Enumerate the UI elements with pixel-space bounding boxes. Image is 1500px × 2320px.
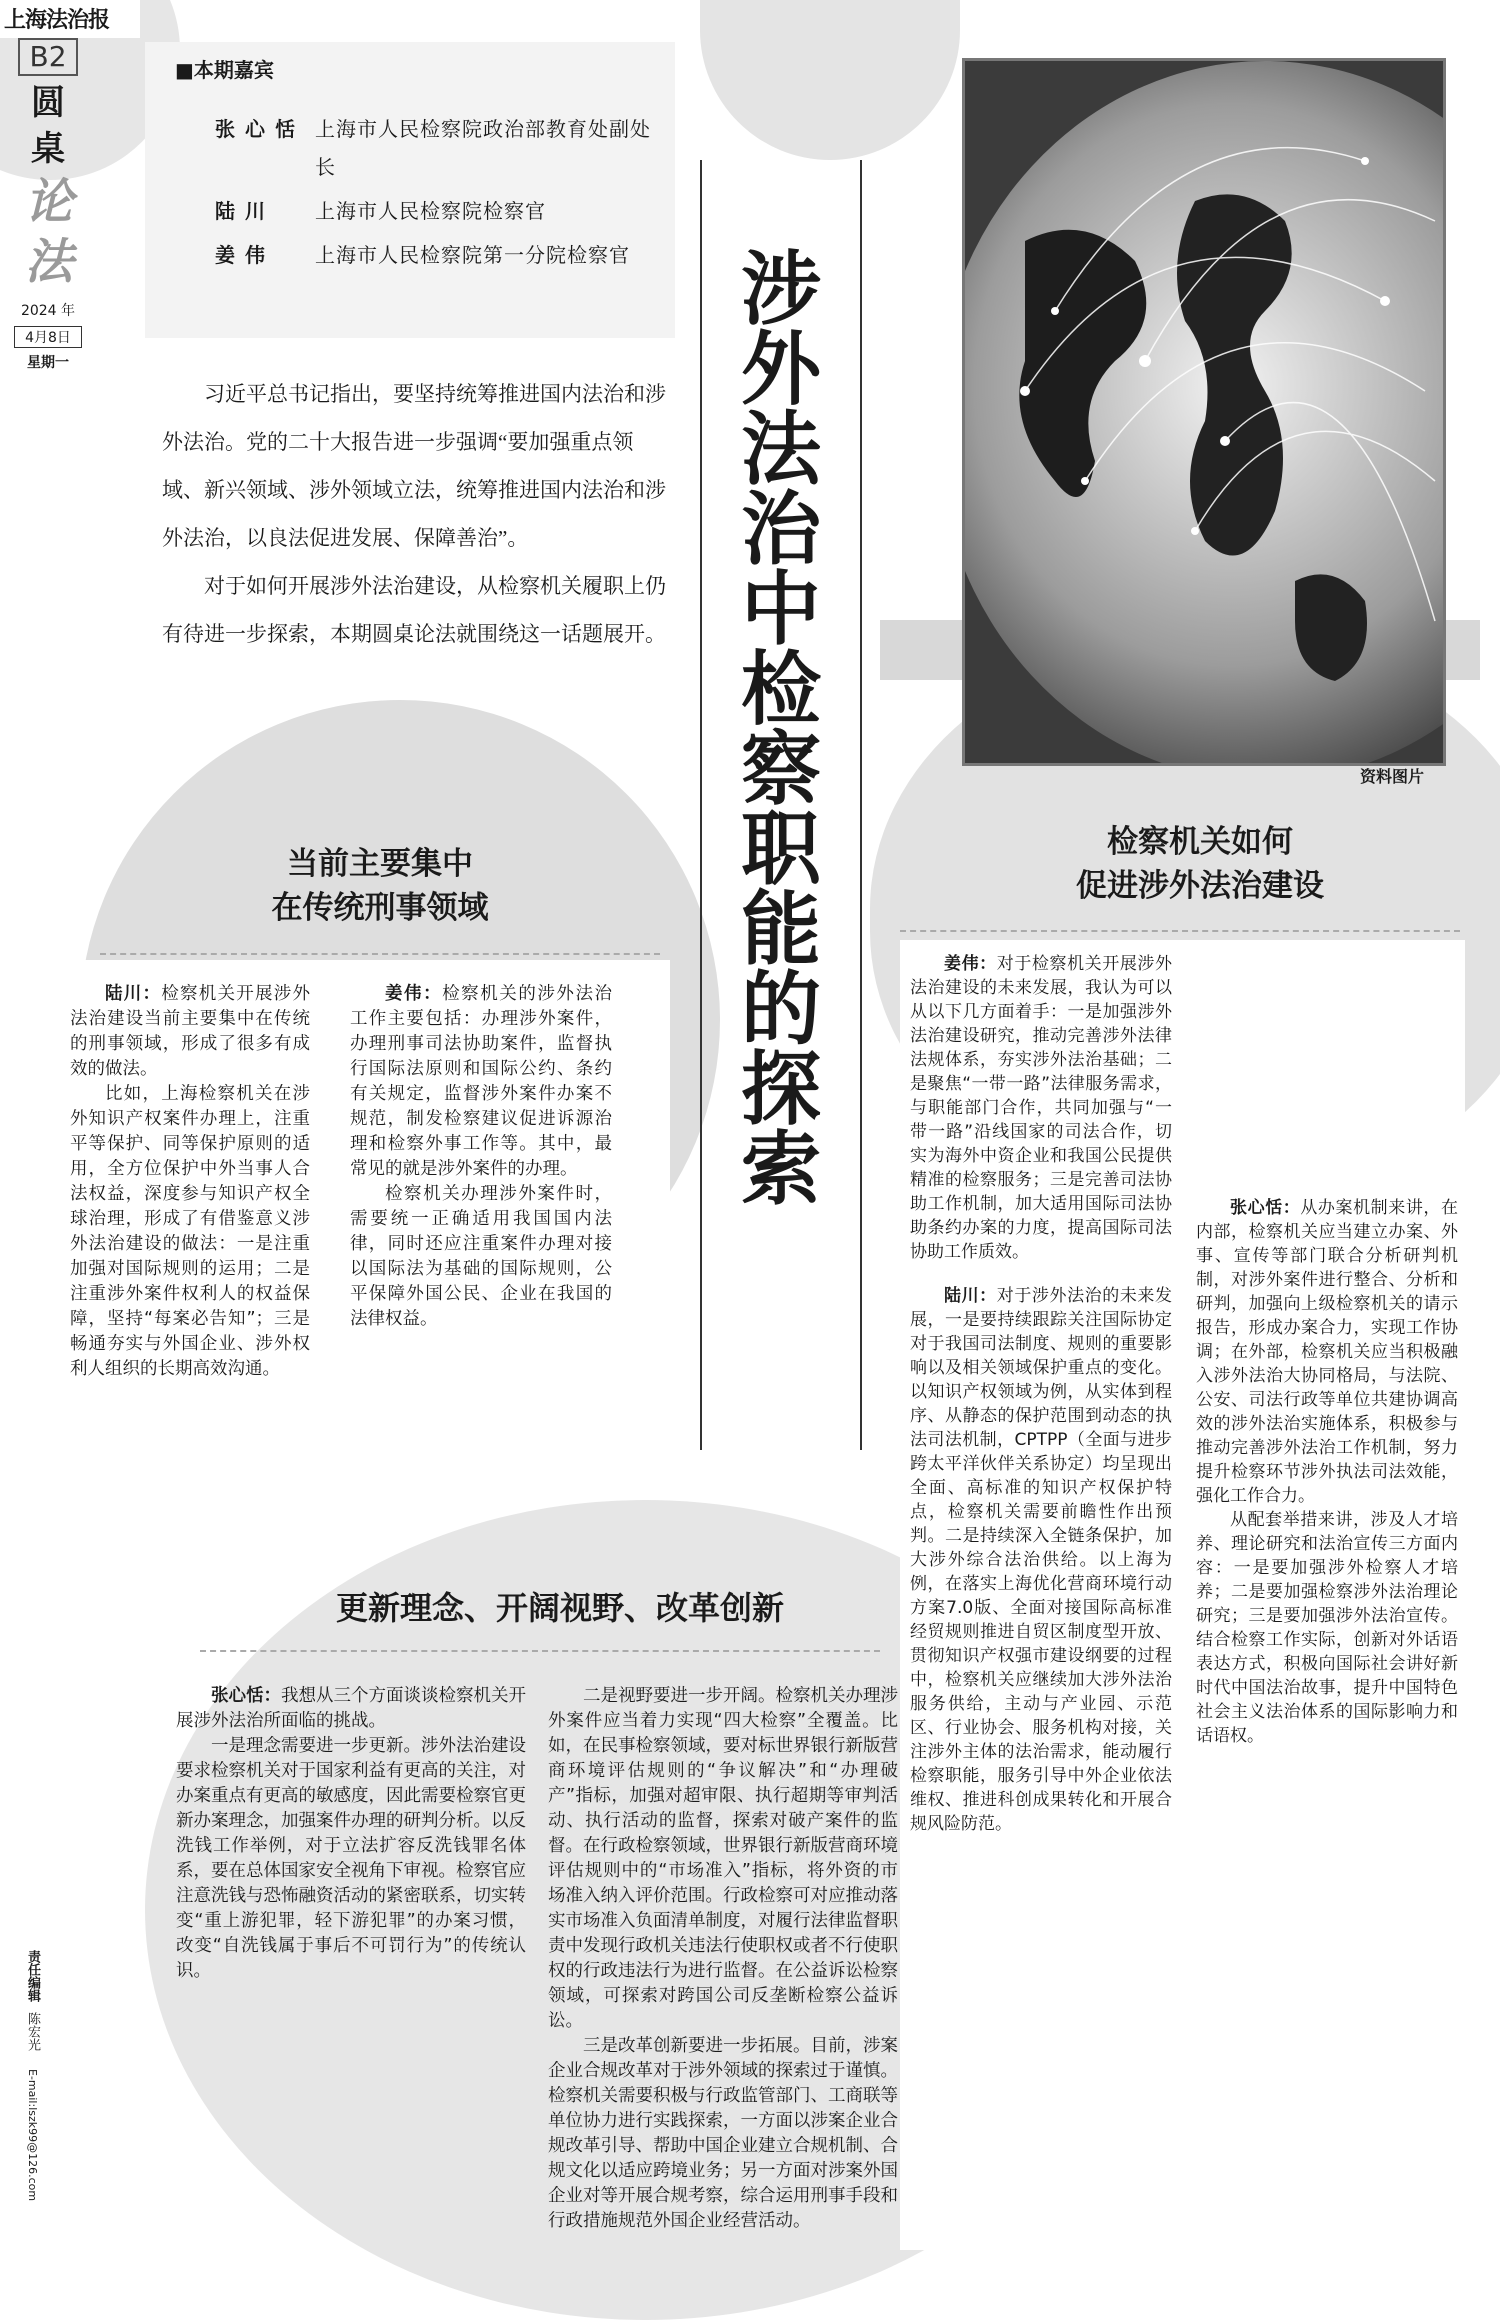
section1-title-line: 当前主要集中 bbox=[287, 846, 473, 882]
paragraph-text: 对于涉外法治的未来发展，一是要持续跟踪关注国际协定对于我国司法制度、规则的重要影响以及相关领域保护重点的变化。以知识产权领域为例，从实体到程序、从静态的保护范围到动态的执法司法机制，CPTPP（全面与进步跨太平洋伙伴关系协定）均呈现出全面、高标准的知识产权保护特点，检察机关需要前瞻性作出预判。二是持续深入全链条保护，加大涉外综合法治供给。以上海为例，在落实上海优化营商环境行动方案7.0版、全面对接国际高标准经贸规则推进自贸区制度型开放、贯彻知识产权强市建设纲要的过程中，检察机关应继续加大涉外法治服务供给，主动与产业园、示范区、行业协会、服务机构对接，关注涉外主体的法治需求，能动履行检察职能，服务引导中外企业依法维权、推进科创成果转化和开展合规风险防范。 bbox=[910, 1286, 1172, 1834]
guest-box bbox=[145, 42, 675, 338]
globe-illustration bbox=[965, 61, 1443, 763]
speaker-name: 姜伟： bbox=[385, 984, 443, 1004]
section1-divider bbox=[100, 953, 660, 955]
editor-credit bbox=[2, 1950, 42, 2240]
intro-paragraph: 习近平总书记指出，要坚持统筹推进国内法治和涉外法治。党的二十大报告进一步强调“要加强重点领域、新兴领域、涉外领域立法，统筹推进国内法治和涉外法治，以良法促进发展、保障善治”。 bbox=[162, 382, 666, 550]
section2-col2 bbox=[548, 1684, 898, 2234]
publish-year: 2024 年 bbox=[20, 303, 76, 319]
paragraph-text: 检察机关的涉外法治工作主要包括：办理涉外案件，办理刑事司法协助案件，监督执行国际法原则和国际公约、条约有关规定，监督涉外案件办案不规范，制发检察建议促进诉源治理和检察外事工作等。其中，最常见的就是涉外案件的办理。 bbox=[350, 984, 613, 1179]
page-number: B2 bbox=[18, 38, 78, 76]
speaker-name: 张心恬： bbox=[211, 1686, 281, 1706]
section2-paragraph bbox=[176, 1684, 526, 1734]
headline-rule-left bbox=[700, 160, 702, 1450]
editor-name: 陈宏光 bbox=[25, 2012, 40, 2052]
speaker-name: 姜伟： bbox=[944, 954, 997, 974]
publish-weekday: 星期一 bbox=[27, 355, 69, 371]
headline: 涉外法治中检察职能的探索 bbox=[741, 243, 821, 1216]
guest-role: 上海市人民检察院第一分院检察官 bbox=[315, 243, 630, 267]
section2-paragraph bbox=[548, 2034, 898, 2234]
section3-title-line: 促进涉外法治建设 bbox=[1076, 868, 1324, 904]
paragraph-text: 检察机关办理涉外案件时，需要统一正确适用我国国内法律，同时还应注重案件办理对接以国际法为基础的国际规则，公平保障外国公民、企业在我国的法律权益。 bbox=[350, 1184, 612, 1329]
guest-item bbox=[215, 236, 655, 274]
intro-text bbox=[162, 370, 670, 658]
section1-col1 bbox=[70, 982, 310, 1382]
section2-paragraph bbox=[548, 1684, 898, 2034]
editor-label: 责任编辑 bbox=[25, 1950, 40, 2002]
masthead bbox=[0, 0, 140, 38]
section3-col2 bbox=[1196, 1196, 1458, 1748]
paragraph-text: 检察机关开展涉外法治建设当前主要集中在传统的刑事领域，形成了很多有成效的做法。 bbox=[70, 984, 310, 1079]
section1-paragraph bbox=[70, 982, 310, 1082]
guest-name: 张心恬 bbox=[215, 117, 305, 141]
paragraph-text: 二是视野要进一步开阔。检察机关办理涉外案件应当着力实现“四大检察”全覆盖。比如，在民事检察领域，要对标世界银行新版营商环境评估规则的“争议解决”和“办理破产”指标，加强对超审限、执行超期等审判活动、执行活动的监督，探索对破产案件的监督。在行政检察领域，世界银行新版营商环境评估规则中的“市场准入”指标，将外资的市场准入纳入评价范围。行政检察可对应推动落实市场准入负面清单制度，对履行法律监督职责中发现行政机关违法行使职权或者不行使职权的行政违法行为进行监督。在公益诉讼检察领域，可探索对跨国公司反垄断检察公益诉讼。 bbox=[548, 1686, 898, 2031]
section2-title: 更新理念、开阔视野、改革创新 bbox=[335, 1589, 784, 1627]
section3-title-line: 检察机关如何 bbox=[1107, 824, 1293, 860]
section1-title bbox=[180, 842, 580, 930]
column-name-char-1: 圆 bbox=[31, 83, 65, 123]
guest-item bbox=[215, 110, 655, 186]
guest-box-header: ■本期嘉宾 bbox=[175, 58, 274, 82]
column-name-char-2: 桌 bbox=[31, 129, 65, 169]
section2-paragraph bbox=[176, 1734, 526, 1984]
paragraph-text: 比如，上海检察机关在涉外知识产权案件办理上，注重平等保护、同等保护原则的适用，全方位保护中外当事人合法权益，深度参与知识产权全球治理，形成了有借鉴意义涉外法治建设的做法：一是注重加强对国际规则的运用；二是注重涉外案件权利人的权益保障，坚持“每案必告知”；三是畅通夯实与外国企业、涉外权利人组织的长期高效沟通。 bbox=[70, 1084, 310, 1379]
section3-paragraph bbox=[1196, 1196, 1458, 1508]
editor-email: E-mail:lszk99@126.com bbox=[26, 2069, 39, 2202]
speaker-name: 陆川： bbox=[105, 984, 162, 1004]
headline-rule-right bbox=[860, 160, 862, 1450]
section1-paragraph bbox=[70, 1082, 310, 1382]
column-name bbox=[18, 80, 78, 172]
section3-divider bbox=[900, 930, 1460, 932]
publish-date: 4月8日 bbox=[14, 326, 82, 348]
guest-role: 上海市人民检察院政治部教育处副处长 bbox=[315, 117, 651, 179]
section2-divider bbox=[200, 1650, 880, 1652]
guest-name: 姜伟 bbox=[215, 243, 275, 267]
section3-paragraph bbox=[910, 1284, 1172, 1836]
section1-paragraph bbox=[350, 982, 612, 1182]
column-subname bbox=[14, 172, 84, 292]
masthead-title: 上海法治报 bbox=[4, 7, 110, 33]
background-band-top bbox=[700, 0, 960, 160]
paragraph-text: 从配套举措来讲，涉及人才培养、理论研究和法治宣传三方面内容：一是要加强涉外检察人才培养；二是要加强检察涉外法治理论研究；三是要加强涉外法治宣传。结合检察工作实际，创新对外话语表达方式，积极向国际社会讲好新时代中国法治故事，提升中国特色社会主义法治体系的国际影响力和话语权。 bbox=[1196, 1510, 1458, 1746]
guest-item bbox=[215, 192, 655, 230]
section3-col1 bbox=[910, 952, 1172, 1836]
section2-col1 bbox=[176, 1684, 526, 1984]
guest-name: 陆川 bbox=[215, 199, 275, 223]
paragraph-text: 三是改革创新要进一步拓展。目前，涉案企业合规改革对于涉外领域的探索过于谨慎。检察机关需要积极与行政监管部门、工商联等单位协力进行实践探索，一方面以涉案企业合规改革引导、帮助中国企业建立合规机制、合规文化以适应跨境业务；另一方面对涉案外国企业对等开展合规考察，综合运用刑事手段和行政措施规范外国企业经营活动。 bbox=[548, 2036, 898, 2231]
section1-col2 bbox=[350, 982, 612, 1332]
section3-title bbox=[1000, 820, 1400, 908]
intro-paragraph: 对于如何开展涉外法治建设，从检察机关履职上仍有待进一步探索，本期圆桌论法就围绕这一话题展开。 bbox=[162, 574, 666, 646]
column-subname-char-2: 法 bbox=[24, 234, 73, 290]
section3-paragraph bbox=[1196, 1508, 1458, 1748]
column-subname-char-1: 论 bbox=[24, 174, 73, 230]
section1-title-line: 在传统刑事领域 bbox=[271, 890, 489, 926]
paragraph-text: 一是理念需要进一步更新。涉外法治建设要求检察机关对于国家利益有更高的关注，对办案重点有更高的敏感度，因此需要检察官更新办案理念，加强案件办理的研判分析。以反洗钱工作举例，对于立法扩容反洗钱罪名体系，要在总体国家安全视角下审视。检察官应注意洗钱与恐怖融资活动的紧密联系，切实转变“重上游犯罪，轻下游犯罪”的办案习惯，改变“自洗钱属于事后不可罚行为”的传统认识。 bbox=[176, 1736, 526, 1981]
photo-caption: 资料图片 bbox=[1360, 767, 1425, 786]
section1-paragraph bbox=[350, 1182, 612, 1332]
paragraph-text: 我想从三个方面谈谈检察机关开展涉外法治所面临的挑战。 bbox=[176, 1686, 526, 1731]
paragraph-text: 从办案机制来讲，在内部，检察机关应当建立办案、外事、宣传等部门联合分析研判机制，对涉外案件进行整合、分析和研判，加强向上级检察机关的请示报告，形成办案合力，实现工作协调；在外部，检察机关应当积极融入涉外法治大协同格局，与法院、公安、司法行政等单位共建协调高效的涉外法治实施体系，积极参与推动完善涉外法治工作机制，努力提升检察环节涉外执法司法效能，强化工作合力。 bbox=[1196, 1198, 1459, 1506]
speaker-name: 张心恬： bbox=[1230, 1198, 1301, 1218]
paragraph-text: 对于检察机关开展涉外法治建设的未来发展，我认为可以从以下几方面着手：一是加强涉外法治建设研究，推动完善涉外法律法规体系，夯实涉外法治基础；二是聚焦“一带一路”法律服务需求，与职能部门合作，共同加强与“一带一路”沿线国家的司法合作，切实为海外中资企业和我国公民提供精准的检察服务；三是完善司法协助工作机制，加大适用国际司法协助条约办案的力度，提高国际司法协助工作质效。 bbox=[910, 954, 1172, 1262]
guest-list bbox=[215, 110, 655, 274]
section3-paragraph bbox=[910, 952, 1172, 1264]
guest-role: 上海市人民检察院检察官 bbox=[315, 199, 546, 223]
speaker-name: 陆川： bbox=[944, 1286, 997, 1306]
globe-photo bbox=[962, 58, 1446, 766]
